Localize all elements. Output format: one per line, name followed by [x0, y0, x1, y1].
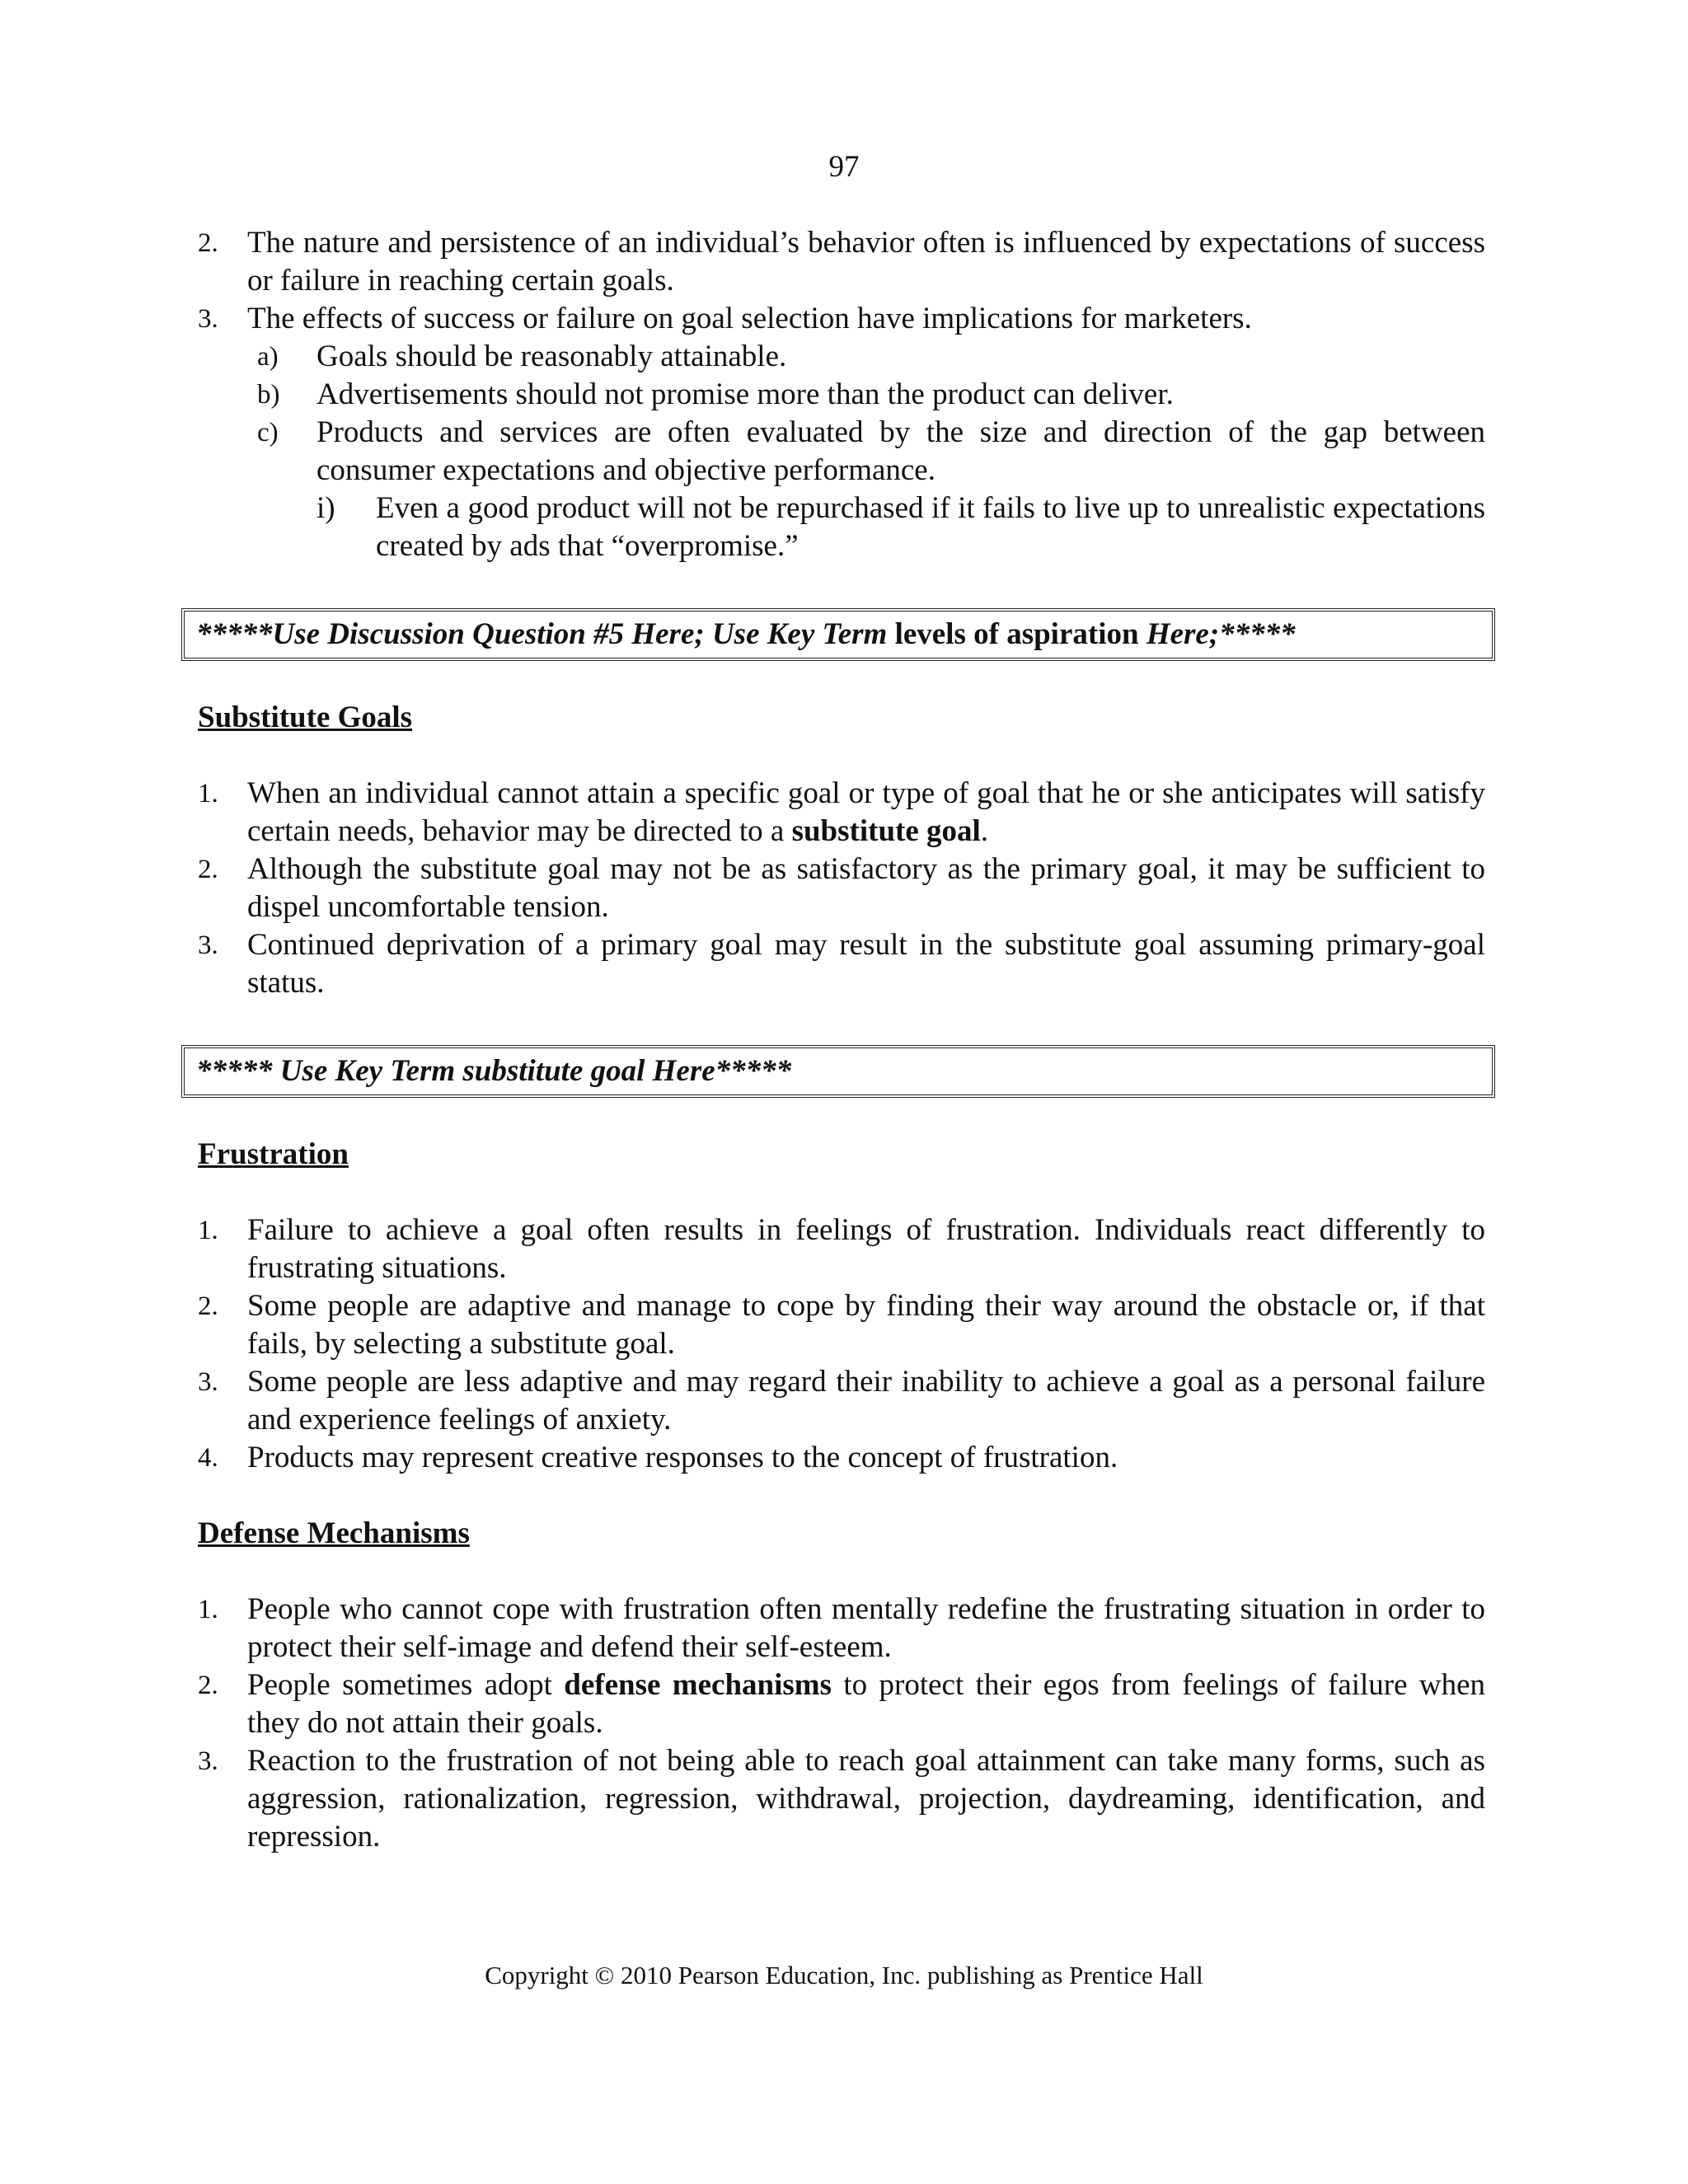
page-number: 97 — [828, 150, 860, 184]
sublist-item — [198, 338, 1485, 376]
list-text: Products may represent creative responses to the concept of frustration. — [247, 1441, 1118, 1474]
list-text: People sometimes adopt — [247, 1668, 565, 1702]
list-item — [198, 1591, 1485, 1666]
section-heading: Substitute Goals — [198, 701, 413, 734]
list-item — [198, 1287, 1485, 1363]
list-item — [198, 1363, 1485, 1439]
key-term: defense mechanisms — [564, 1668, 832, 1702]
list-text: The effects of success or failure on goal selection have implications for marketers. — [247, 302, 1252, 335]
list-number: 3. — [198, 304, 218, 334]
list-number: 4. — [198, 1443, 218, 1473]
sublist-letter: a) — [257, 342, 279, 372]
instructor-note-box — [181, 608, 1495, 661]
list-number: 2. — [198, 1671, 218, 1700]
subsublist-numeral: i) — [316, 491, 335, 525]
list-text: Some people are less adaptive and may regard their inability to achieve a goal as a personal failure and experience feelings of anxiety. — [247, 1365, 1485, 1436]
page-content — [198, 224, 1485, 1856]
list-number: 1. — [198, 1216, 218, 1245]
list-text: . — [980, 814, 989, 848]
list-text: When an individual cannot attain a specific goal or type of goal that he or she anticipates will satisfy certain needs, behavior may be directed to a — [247, 776, 1485, 848]
list-number: 3. — [198, 1746, 218, 1776]
list-item — [198, 1212, 1485, 1287]
list-item — [198, 1439, 1485, 1477]
list-number: 1. — [198, 779, 218, 808]
sublist-item — [198, 376, 1485, 414]
list-text: The nature and persistence of an individual’s behavior often is influenced by expectations of success or failure in reaching certain goals. — [247, 226, 1485, 298]
key-term: levels of aspiration — [894, 617, 1139, 651]
list-text: to protect their egos from feelings of failure when they do not attain their goals. — [247, 1668, 1486, 1740]
list-item — [198, 1666, 1485, 1742]
copyright-footer: Copyright © 2010 Pearson Education, Inc. publishing as Prentice Hall — [485, 1961, 1203, 1990]
list-text: Some people are adaptive and manage to cope by finding their way around the obstacle or, if that fails, by selecting a substitute goal. — [247, 1289, 1485, 1361]
subsublist-text: Even a good product will not be repurchased if it fails to live up to unrealistic expectations created by ads that “overpromise.” — [376, 491, 1485, 563]
list-number: 3. — [198, 1367, 218, 1397]
sublist-letter: b) — [257, 380, 280, 410]
list-number: 1. — [198, 1595, 218, 1624]
list-text: People who cannot cope with frustration often mentally redefine the frustrating situation in order to protect their self-image and defend their self-esteem. — [247, 1592, 1485, 1664]
key-term: substitute goal — [791, 814, 981, 848]
list-number: 2. — [198, 228, 218, 258]
sublist-item — [198, 414, 1485, 490]
note-text: *****Use Discussion Question #5 Here; Use Key Term — [196, 617, 895, 651]
list-text: Although the substitute goal may not be as satisfactory as the primary goal, it may be sufficient to dispel uncomfortable tension. — [247, 852, 1485, 924]
sublist-text: Products and services are often evaluated by the size and direction of the gap between consumer expectations and objective performance. — [316, 415, 1485, 487]
list-item — [198, 224, 1485, 300]
list-text: Reaction to the frustration of not being able to reach goal attainment can take many forms, such as aggression, rationalization, regression, withdrawal, projection, daydreaming, identification, and repression. — [247, 1744, 1485, 1854]
sublist-text: Goals should be reasonably attainable. — [316, 340, 787, 373]
list-item — [198, 1742, 1485, 1856]
section-heading: Defense Mechanisms — [198, 1516, 470, 1550]
list-item — [198, 851, 1485, 926]
sublist-letter: c) — [257, 418, 279, 448]
sublist-text: Advertisements should not promise more than the product can deliver. — [316, 377, 1174, 411]
list-item — [198, 300, 1485, 338]
note-text: Here;***** — [1138, 617, 1296, 651]
list-number: 2. — [198, 855, 218, 884]
list-text: Failure to achieve a goal often results in feelings of frustration. Individuals react differently to frustrating situations. — [247, 1213, 1485, 1285]
subsublist-item — [198, 490, 1485, 565]
list-item — [198, 775, 1485, 851]
instructor-note-box: ***** Use Key Term substitute goal Here***** — [181, 1045, 1495, 1098]
list-number: 2. — [198, 1291, 218, 1321]
list-number: 3. — [198, 930, 218, 960]
list-item — [198, 926, 1485, 1002]
list-text: Continued deprivation of a primary goal may result in the substitute goal assuming primary-goal status. — [247, 928, 1485, 1000]
section-heading: Frustration — [198, 1137, 349, 1171]
